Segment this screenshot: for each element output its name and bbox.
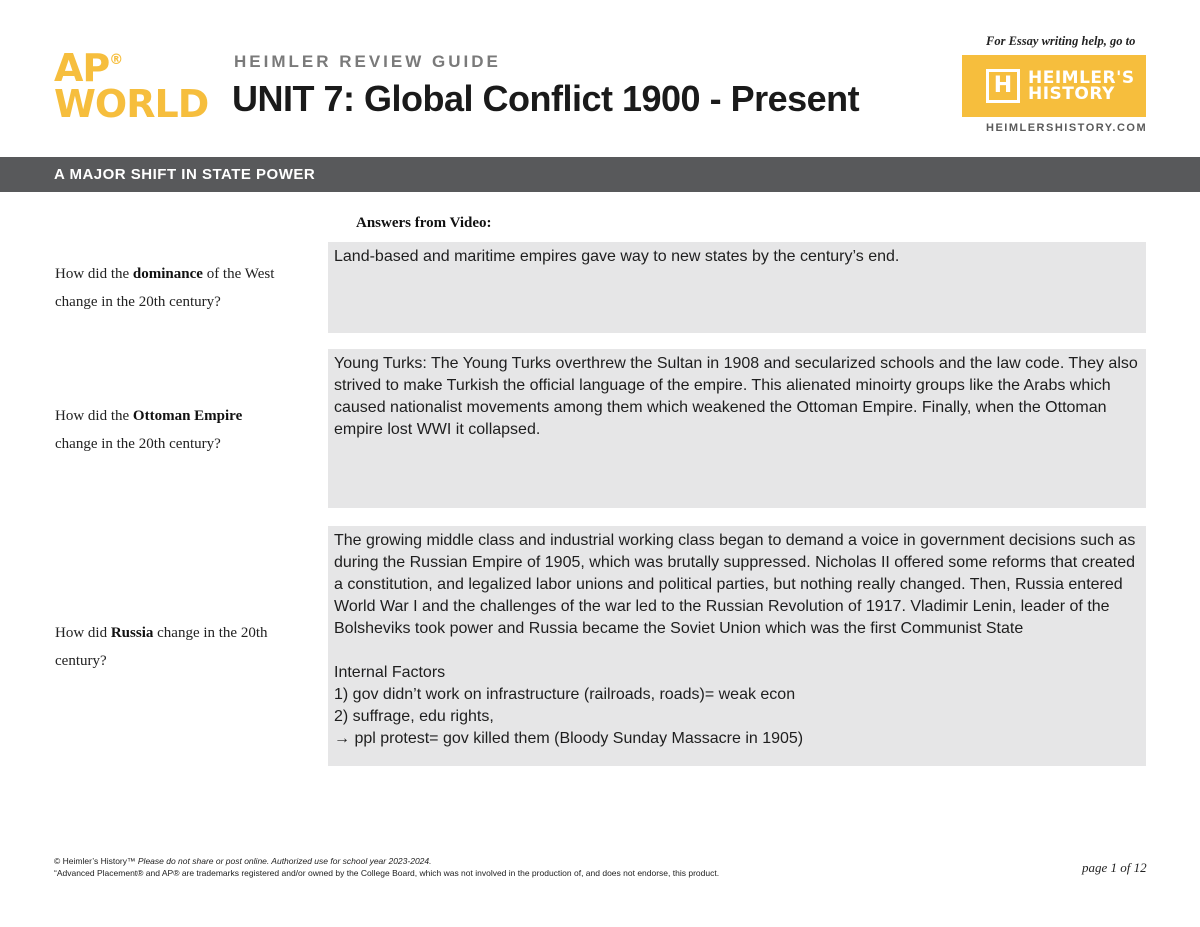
section-title: A MAJOR SHIFT IN STATE POWER [54, 166, 316, 183]
answer-field-dominance[interactable]: Land-based and maritime empires gave way to new states by the century’s end. [328, 242, 1146, 333]
brand-url-link[interactable]: HEIMLERSHISTORY.COM [986, 122, 1148, 134]
page-title: UNIT 7: Global Conflict 1900 - Present [232, 78, 860, 119]
page-number: page 1 of 12 [1082, 860, 1147, 875]
section-header [0, 157, 1200, 192]
brand-name-line2: HISTORY [1028, 84, 1115, 104]
answers-heading: Answers from Video: [356, 215, 492, 231]
guide-label: HEIMLER REVIEW GUIDE [234, 52, 501, 71]
essay-help-text: For Essay writing help, go to [986, 34, 1136, 48]
question-russia: How did Russia change in the 20th century? [55, 625, 268, 669]
brand-name-line1: HEIMLER'S [1028, 67, 1135, 88]
question-ottoman: How did the Ottoman Empire change in the 20th century? [55, 408, 243, 452]
h-logo-icon: H [986, 69, 1020, 103]
ap-world-logo: AP® WORLD [54, 46, 209, 127]
footer-copyright: © Heimler’s History™ Please do not share or post online. Authorized use for school year 2023-2024. “Advanced Placement® and AP® are trademarks registered and/or owned by the College Board, which was not involved in the production of, and does not endorse, this product. [54, 856, 720, 878]
answer-field-ottoman[interactable]: Young Turks: The Young Turks overthrew the Sultan in 1908 and secularized schools and the law code. They also strived to make Turkish the official language of the empire. This alienated minoirty groups like the Arabs which caused nationalist movements among them which weakened the Ottoman Empire. Finally, when the Ottoman empire lost WWI it collapsed. [328, 349, 1146, 508]
heimlers-history-logo[interactable] [962, 55, 1146, 117]
question-dominance: How did the dominance of the West change in the 20th century? [55, 266, 275, 310]
answer-field-russia[interactable]: The growing middle class and industrial working class began to demand a voice in government decisions such as during the Russian Empire of 1905, which was brutally suppressed. Nicholas II offered some reforms that created a constitution, and legalized labor unions and political parties, but nothing really changed. Then, Russia entered World War I and the challenges of the war led to the Russian Revolution of 1917. Vladimir Lenin, leader of the Bolsheviks took power and Russia became the Soviet Union which was the first Communist State Internal Factors 1) gov didn’t work on infrastructure (railroads, roads)= weak econ 2) suffrage, edu rights, → ppl protest= gov killed them (Bloody Sunday Massacre in 1905) [328, 526, 1146, 766]
